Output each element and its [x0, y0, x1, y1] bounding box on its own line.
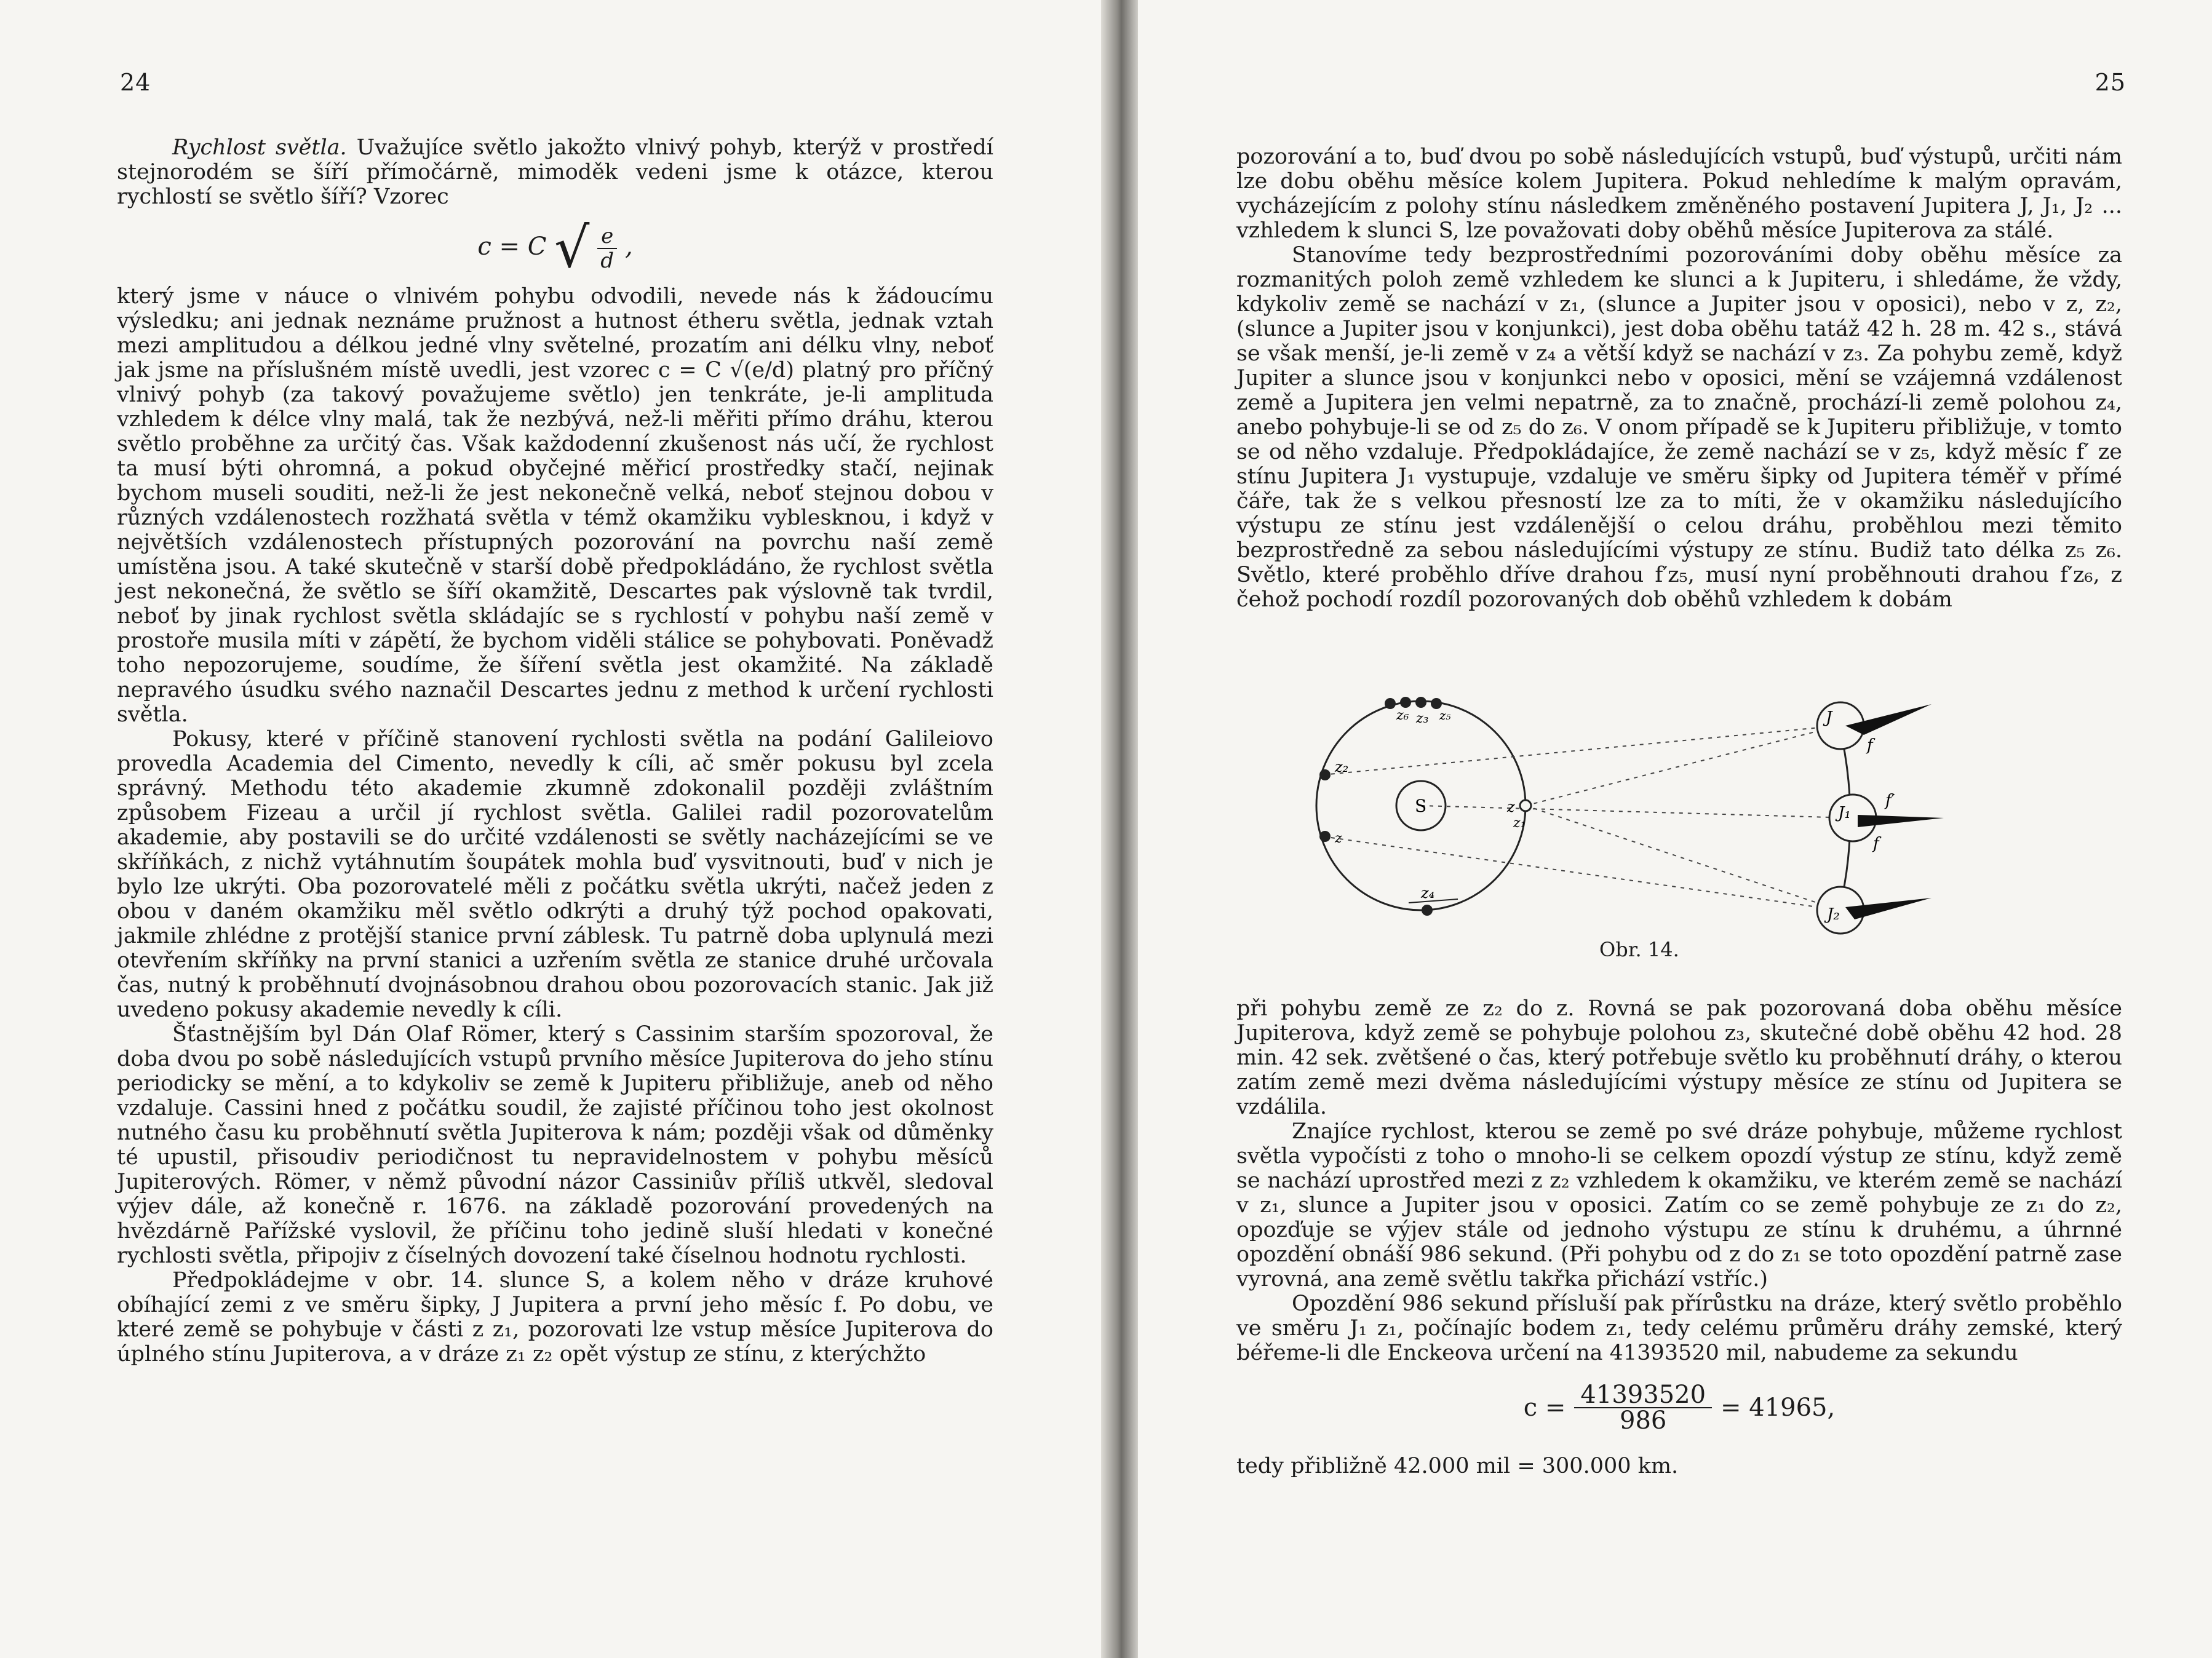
- formula-fraction: [597, 224, 617, 272]
- earth-position: [1319, 831, 1331, 842]
- formula-tail: ,: [624, 232, 633, 261]
- right-text-top: [1236, 145, 2122, 612]
- left-page: [0, 0, 1101, 1658]
- earth-position: [1385, 698, 1396, 709]
- formula-speed-result: [1236, 1374, 2122, 1442]
- label-z1: z₁: [1513, 815, 1526, 831]
- paragraph: Předpokládejme v obr. 14. slunce S, a kolem něho v dráze kruhové obíhající zemi z ve směru šipky, J Jupitera a první jeho měsíc f. Po dobu, ve které země se pohybuje v části z z₁, pozorovati lze vstup měsíce Jupiterova do úplného stínu Jupiterova, a v dráze z₁ z₂ opět výstup ze stínu, z kterýchžto: [117, 1268, 993, 1366]
- formula-denominator: d: [600, 248, 615, 273]
- formula-lhs: c = C: [477, 232, 547, 261]
- paragraph: který jsme v náuce o vlnivém pohybu odvodili, nevede nás k žádoucímu výsledku; ani jednak neznáme pružnost a hutnost étheru světla, jednak vztah mezi amplitudou a délkou jedné vlny světelné, prozatím ani délku vlny, neboť jak jsme na příslušném místě uvedli, jest vzorec c = C √(e/d) platný pro příčný vlnivý pohyb (za takový považujeme světlo) jen tenkráte, je-li amplituda vzhledem k délce vlny malá, tak že nezbývá, než-li měřiti přímo dráhu, kterou světlo proběhne za určitý čas. Však každodenní zkušenost nás učí, že rychlost ta musí býti ohromná, a pokud obyčejné měřicí prostředky stačí, nejinak bychom museli souditi, než-li že jest nekonečně velká, neboť stejnou dobou v různých vzdálenostech rozžhatá světla v témž okamžiku vyblesknou, i když v největších vzdálenostech přístupných pozorování na povrchu naší země umístěna jsou. A také skutečně v starší době předpokládáno, že rychlost světla jest nekonečná, že světlo se šíří okamžitě, Descartes pak výslovně tak tvrdil, neboť by jinak rychlost světla skládajíc se s rychlostí v pohybu naší země v prostoře musila míti v zápětí, že bychom viděli stálice se pohybovati. Poněvadž toho nepozorujeme, soudíme, že šíření světla jest okamžité. Na základě nepravého úsudku svého naznačil Descartes jednu z method k určení rychlosti světla.: [117, 284, 993, 727]
- label-f2: f: [1873, 835, 1879, 853]
- label-sun: S: [1415, 796, 1427, 816]
- jupiter-shadow: [1858, 815, 1944, 827]
- intro-paragraph: [117, 135, 993, 209]
- sight-line: [1526, 806, 1839, 910]
- label-z3: z₃: [1416, 711, 1429, 726]
- formula2-numerator: 41393520: [1574, 1382, 1712, 1408]
- label-f-prime: f′: [1885, 791, 1895, 810]
- right-text-bottom: [1236, 996, 2122, 1478]
- sight-line: [1323, 836, 1839, 910]
- label-J2: J₂: [1827, 905, 1840, 924]
- sight-line: [1526, 726, 1839, 806]
- figure-caption: Obr. 14.: [1599, 938, 1679, 961]
- label-z: z: [1507, 798, 1515, 815]
- formula-velocity: [117, 213, 993, 280]
- label-J1: J₁: [1838, 804, 1851, 822]
- label-f: f: [1867, 736, 1873, 755]
- page-number-right: 25: [2095, 69, 2126, 96]
- earth-position: [1415, 697, 1426, 708]
- paragraph: při pohybu země ze z₂ do z. Rovná se pak pozorovaná doba oběhu měsíce Jupiterova, když země se pohybuje polohou z₃, skutečné době oběhu 42 hod. 28 min. 42 sek. zvětšené o čas, který potřebuje světlo ku proběhnutí dráhy, o kterou zatím země mezi dvěma následujícími výstupy měsíce ze stínu od Jupitera se vzdálila.: [1236, 996, 2122, 1119]
- earth-position: [1319, 769, 1331, 780]
- sight-line: [1421, 806, 1852, 818]
- formula-numerator: e: [597, 224, 617, 249]
- paragraph: Šťastnějším byl Dán Olaf Römer, který s Cassinim starším spozoroval, že doba dvou po sobě následujících vstupů prvního měsíce Jupiterova do jeho stínu periodicky se mění, a to kdykoliv se země k Jupiteru přibližuje, aneb od něho vzdaluje. Cassini hned z počátku soudil, že zajisté příčinou toho jest okolnost nutného času ku proběhnutí světla Jupiterova k nám; později však od důměnky té upustil, přisoudiv periodičnost tu nepravidelnostem v pohybu měsíců Jupiterových. Römer, v němž původní názor Cassiniův příliš utkvěl, sledoval výjev dále, až konečně r. 1676. na základě pozorování provedených na hvězdárně Pařížské vyslovil, že příčinu toho jedině sluší hledati v konečné rychlosti světla, připojiv z číselných dovození také číselnou hodnotu rychlosti.: [117, 1022, 993, 1268]
- closing-line: tedy přibližně 42.000 mil = 300.000 km.: [1236, 1454, 1679, 1478]
- label-z5: z₅: [1439, 708, 1451, 723]
- formula2-denominator: 986: [1620, 1406, 1667, 1435]
- label-z-lower: z: [1335, 831, 1342, 846]
- paragraph: pozorování a to, buď dvou po sobě následujících vstupů, buď výstupů, určiti nám lze dobu oběhu měsíce kolem Jupitera. Pokud nehledíme k malým opravám, vycházejícím z polohy stínu následkem změněného postavení Jupitera J, J₁, J₂ ... vzhledem k slunci S, lze považovati doby oběhů měsíce Jupiterova za stálé.: [1236, 145, 2122, 243]
- label-J: J: [1826, 708, 1832, 727]
- label-z2: z₂: [1335, 758, 1349, 775]
- formula2-rhs: = 41965,: [1721, 1394, 1836, 1422]
- earth-position: [1422, 905, 1433, 916]
- paragraph: Stanovíme tedy bezprostředními pozorováními doby oběhu měsíce za rozmanitých poloh země vzhledem ke slunci a k Jupiteru, i shledáme, že vždy, kdykoliv země se nachází v z₁, (slunce a Jupiter jsou v oposici), nebo v z, z₂, (slunce a Jupiter jsou v konjunkci), jest doba oběhu tatáž 42 h. 28 m. 42 s., stává se však menší, je-li země v z₄ a větší když se nachází v z₃. Za pohybu země, když Jupiter a slunce jsou v konjunkci nebo v oposici, mění se vzájemná vzdálenost země a Jupitera jen velmi nepatrně, za to značně, prochází-li země polohou z₄, anebo pohybuje-li se od z₅ do z₆. V onom případě se k Jupiteru přibližuje, v tomto se od něho vzdaluje. Předpokládajíce, že země nachází se v z₅, když měsíc f′ ze stínu Jupitera J₁ vystupuje, vzdaluje ve směru šipky od Jupitera téměř v přímé čáře, tak že s velkou přesností lze za to míti, že v okamžiku následujícího výstupu ze stínu jest vzdálenější o celou dráhu, proběhlou mezi těmito bezprostředně za sebou následujícími výstupy ze stínu. Budiž tato délka z₅ z₆. Světlo, které proběhlo dříve drahou f′z₅, musí nyní proběhnouti drahou f′z₆, z čehož pochodí rozdíl pozorovaných dob oběhů vzhledem k dobám: [1236, 243, 2122, 612]
- paragraph: Pokusy, které v příčině stanovení rychlosti světla na podání Galileiovo provedla Academia del Cimento, nevedly k cíli, ač směr pokusu byl zcela správný. Methodu této akademie zkumně zdokonalil později zvláštním způsobem Fizeau a určil jí rychlost světla. Galilei radil pozorovatelům akademie, aby postavili se do určité vzdálenosti se světly nacházejícími se ve skříňkách, z nichž vytáhnutím šoupátek mohla buď vysvitnouti, buď v nich je bylo lze ukrýti. Oba pozorovatelé měli z počátku světla ukrýti, načež jeden z obou v daném okamžiku měl světlo odkrýti a druhý týž pochod opakovati, jakmile zhlédne z protější stanice první záblesk. Tu patrně doba uplynulá mezi otevřením skříňky na první stanici a uzřením světla ze stanice druhé určovala čas, nutný k proběhnutí dvojnásobnou drahou obou pozorovacích stanic. Jak již uvedeno pokusy akademie nevedly k cíli.: [117, 727, 993, 1022]
- section-title: Rychlost světla.: [172, 135, 347, 160]
- earth-position: [1400, 697, 1411, 708]
- page-number-left: 24: [120, 69, 151, 96]
- formula2-fraction: [1574, 1382, 1712, 1433]
- formula2-lhs: c =: [1523, 1394, 1566, 1422]
- sight-line: [1323, 726, 1839, 775]
- figure-14-diagram: [1298, 689, 1950, 959]
- book-gutter: [1101, 0, 1138, 1658]
- earth-position: [1520, 800, 1531, 811]
- left-text-column: [117, 135, 993, 1366]
- intro-text: Uvažujíce světlo jakožto vlnivý pohyb, kterýž v prostředí stejnorodém se šíří přímočárně, mimoděk vedeni jsme k otázce, kterou rychlostí se světlo šíří? Vzorec: [117, 135, 993, 209]
- paragraph: Opozdění 986 sekund přísluší pak přírůstku na dráze, který světlo proběhlo ve směru J₁ z₁, počínajíc bodem z₁, tedy celému průměru dráhy zemské, který béřeme-li dle Enckeova určení na 41393520 mil, nabudeme za sekundu: [1236, 1291, 2122, 1365]
- label-z6: z₆: [1396, 708, 1409, 723]
- sqrt-symbol: √: [554, 216, 590, 280]
- label-z4: z₄: [1421, 884, 1435, 902]
- paragraph: Znajíce rychlost, kterou se země po své dráze pohybuje, můžeme rychlost světla vypočísti z toho o mnoho-li se celkem opozdí výstup ze stínu, když země se nachází uprostřed mezi z z₂ vzhledem k okamžiku, ve kterém země se nachází v z₁, slunce a Jupiter jsou v oposici. Zatím co se země pohybuje ze z₁ do z₂, opozďuje se výjev stále od jednoho výstupu ze stínu k druhému, a úhrnné opozdění obnáší 986 sekund. (Při pohybu od z do z₁ se toto opozdění patrně zase vyrovná, ana země světlu takřka přichází vstříc.): [1236, 1119, 2122, 1291]
